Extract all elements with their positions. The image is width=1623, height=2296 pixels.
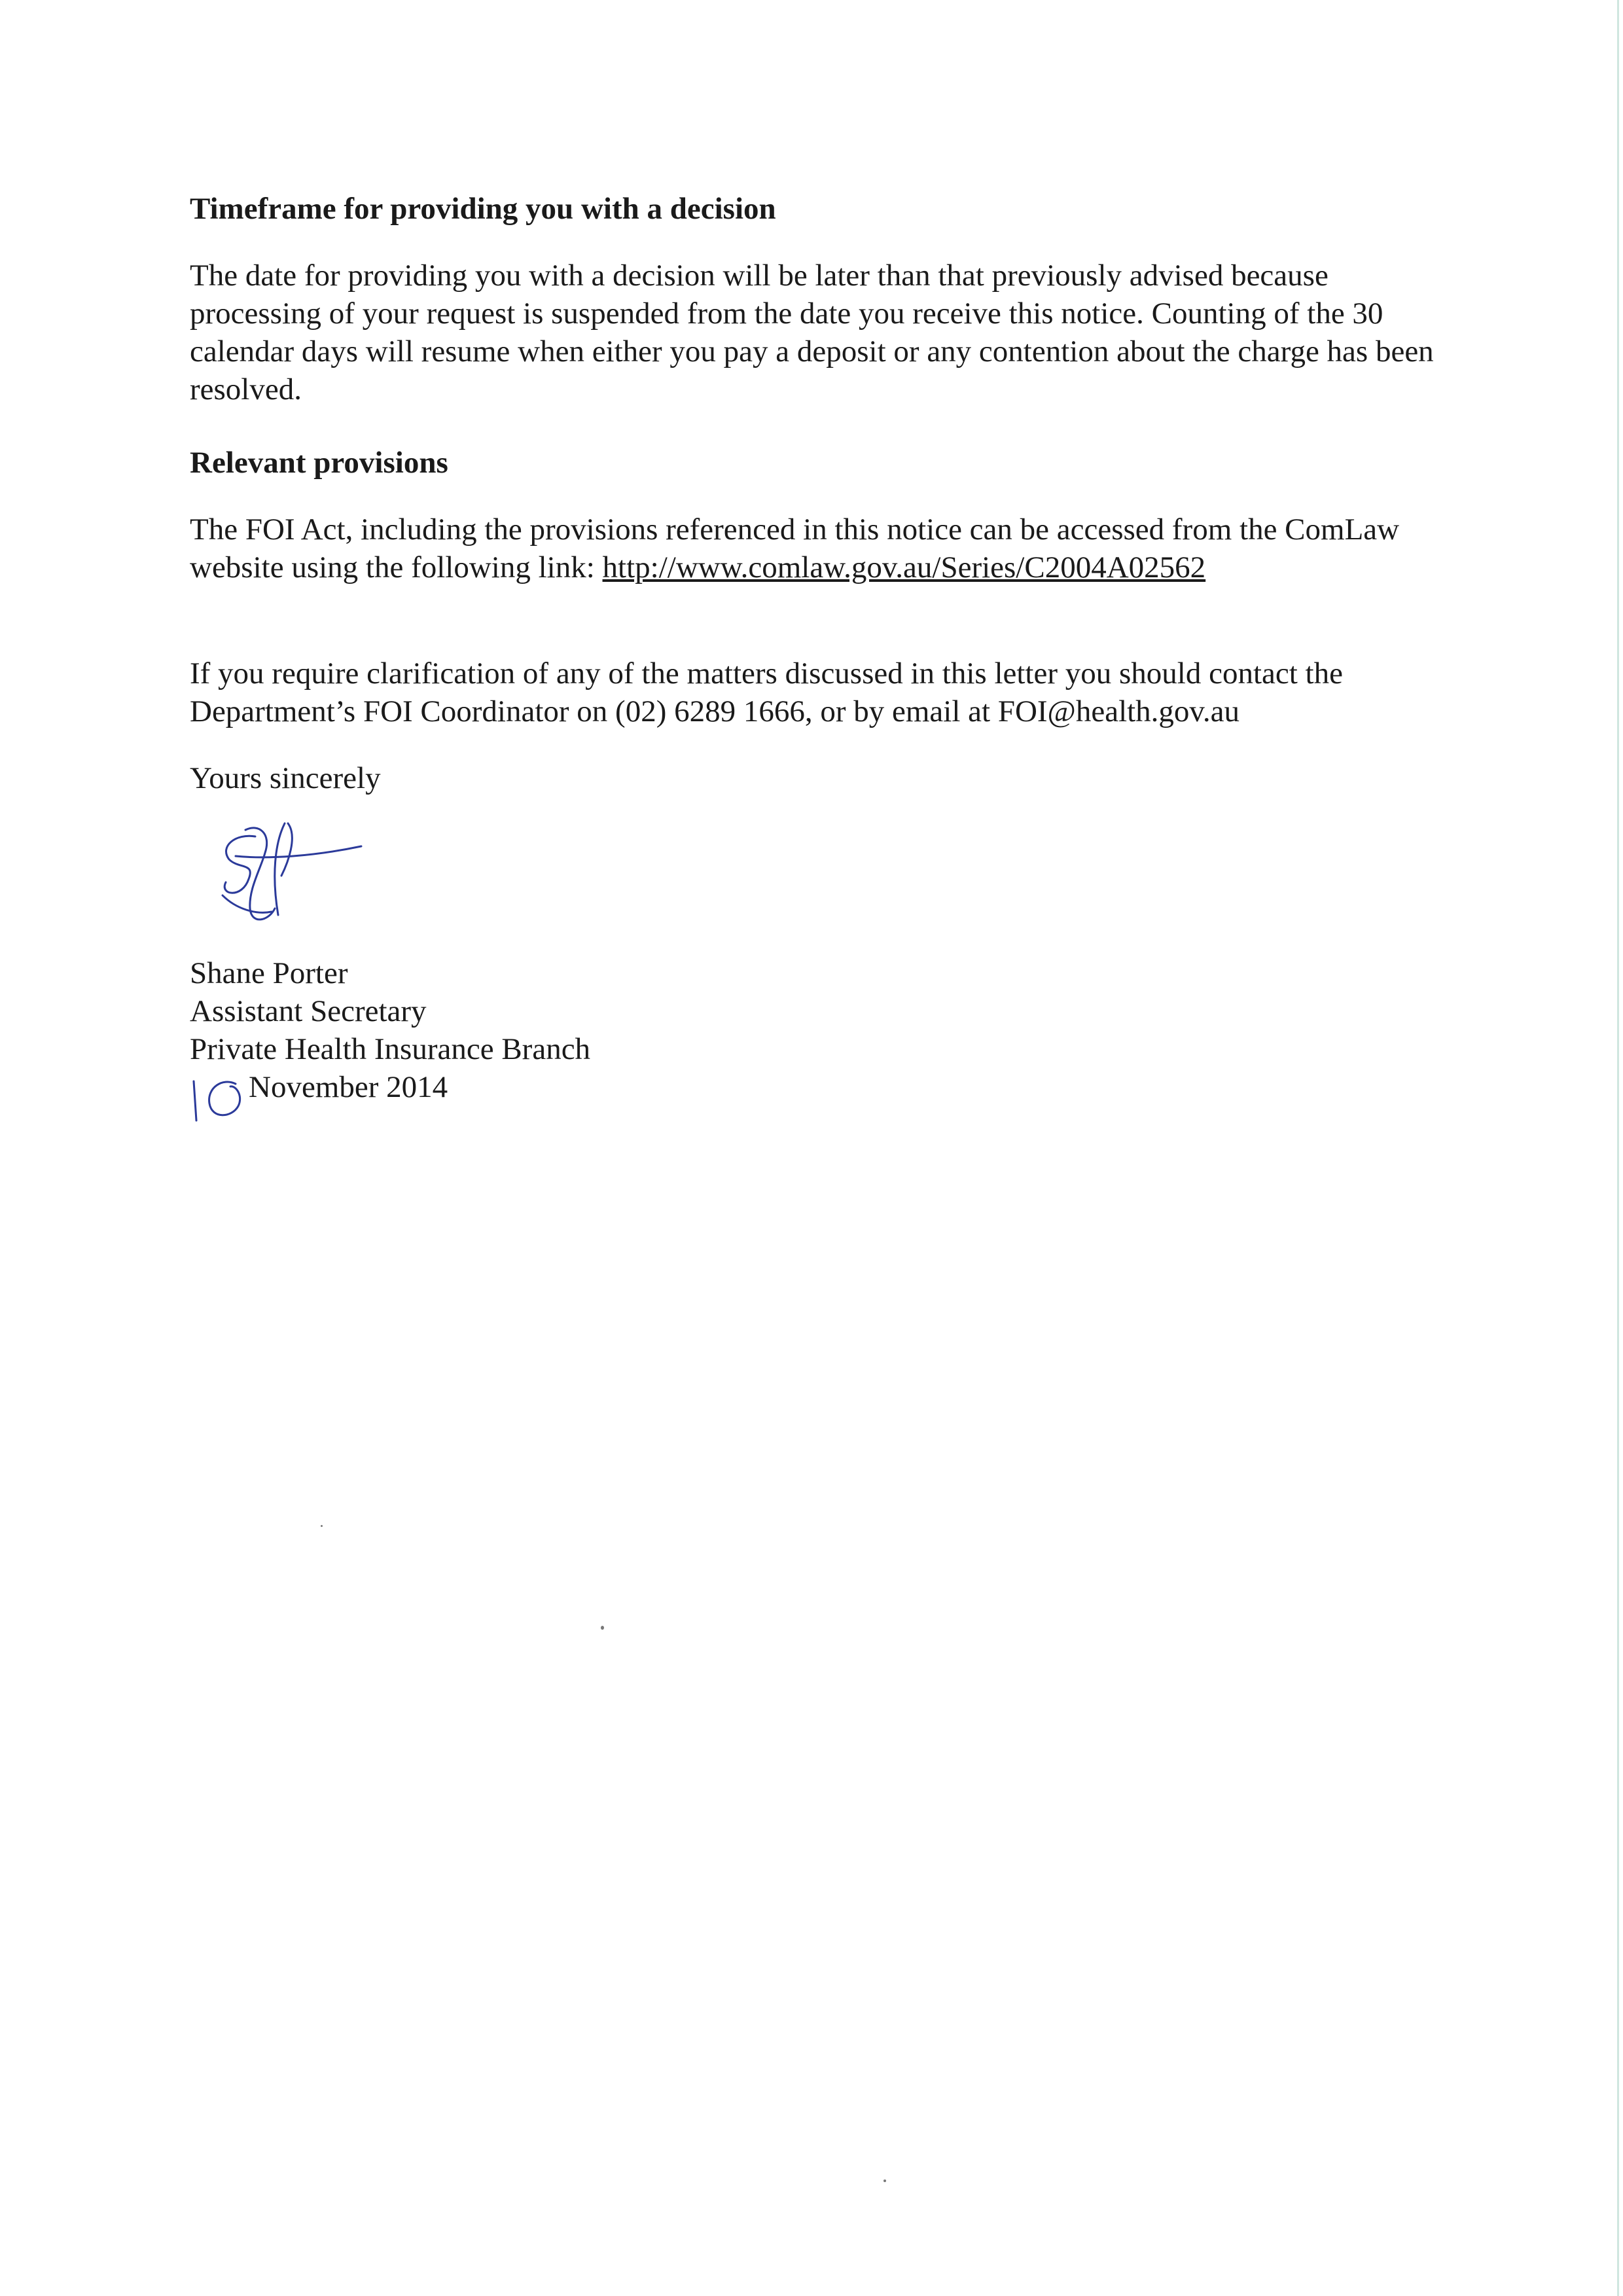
scan-speck <box>321 1525 323 1527</box>
signatory-name: Shane Porter <box>190 956 348 990</box>
letter-date <box>190 1068 1453 1106</box>
date-month-year: November 2014 <box>249 1070 448 1104</box>
relevant-provisions-heading: Relevant provisions <box>190 446 448 480</box>
handwritten-signature <box>190 817 386 941</box>
relevant-provisions-paragraph <box>190 511 1453 586</box>
signatory-title: Assistant Secretary <box>190 994 427 1028</box>
signature-drawing <box>209 817 366 935</box>
scan-edge <box>1617 0 1619 2296</box>
timeframe-heading: Timeframe for providing you with a decision <box>190 192 776 226</box>
scan-speck <box>601 1626 604 1630</box>
provisions-text: The FOI Act, including the provisions referenced in this notice can be accessed from the ComLaw website using the following link: <box>190 512 1400 584</box>
timeframe-paragraph: The date for providing you with a decision will be later than that previously advised because processing of your request is suspended from the date you receive this notice. Counting of the 30 calendar days will resume when either you pay a deposit or any contention about the charge has been resolved. <box>190 259 1434 406</box>
handwritten-day <box>185 1067 257 1126</box>
clarification-paragraph: If you require clarification of any of the matters discussed in this letter you should contact the Department’s FOI Coordinator on (02) 6289 1666, or by email at FOI@health.gov.au <box>190 656 1343 728</box>
signatory-branch: Private Health Insurance Branch <box>190 1032 591 1066</box>
scan-speck <box>883 2179 886 2182</box>
signatory-block <box>190 954 1453 1106</box>
closing-salutation: Yours sincerely <box>190 761 381 795</box>
comlaw-link[interactable]: http://www.comlaw.gov.au/Series/C2004A02562 <box>602 550 1206 584</box>
letter-body <box>190 190 1453 1106</box>
